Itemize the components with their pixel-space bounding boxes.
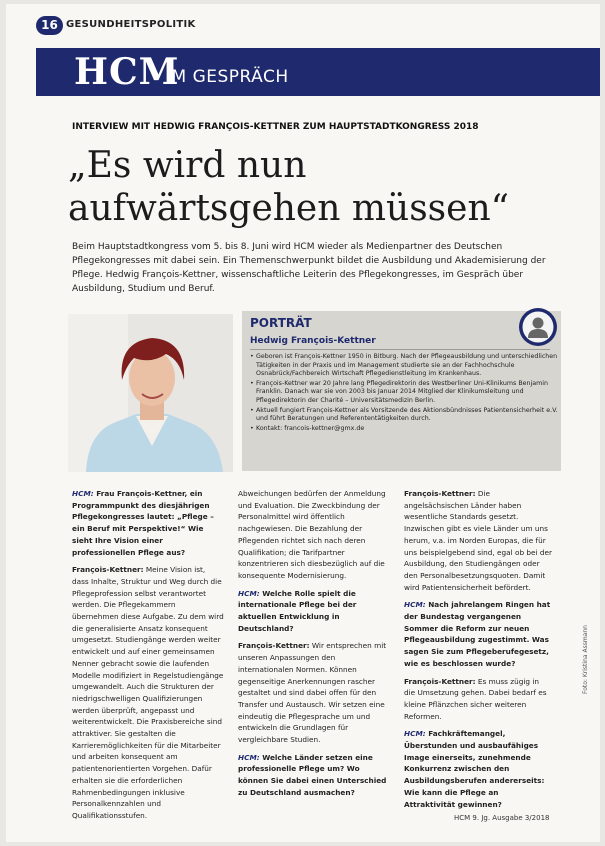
speaker-label: HCM: <box>404 600 426 610</box>
page-number: 16 <box>36 16 63 35</box>
photo-credit: Foto: Kristina Assmann <box>582 625 589 694</box>
speaker-label: HCM: <box>238 588 260 598</box>
portrait-photo <box>68 314 233 472</box>
text-column-1 <box>72 488 224 828</box>
article-kicker: INTERVIEW MIT HEDWIG FRANÇOIS-KETTNER ZUM HAUPTSTADTKONGRESS 2018 <box>72 122 479 132</box>
banner-brand: HCM <box>74 51 180 93</box>
speaker-label: François-Kettner: <box>238 641 310 651</box>
banner-subtitle: IM GESPRÄCH <box>166 67 289 87</box>
portrait-name: Hedwig François-Kettner <box>250 336 376 346</box>
section-label: GESUNDHEITSPOLITIK <box>66 19 196 30</box>
question-text: Frau François-Kettner, ein Programmpunkt des diesjährigen Pflegekongresses lautet: „Pflege – ein Beruf mit Perspektive!“ Wie sieht Ihre Vision einer professionellen Pflege aus? <box>72 489 214 557</box>
question-text: Welche Länder setzen eine professionelle Pflege um? Wo können Sie dabei einen Unterschied zu Deutschland ausmachen? <box>238 752 387 797</box>
interview-answer <box>72 564 224 821</box>
question-text: Welche Rolle spielt die internationale Pflege bei der aktuellen Entwicklung in Deutschland? <box>238 588 357 633</box>
article-lead: Beim Hauptstadtkongress vom 5. bis 8. Juni wird HCM wieder als Medienpartner des Deutschen Pflegekongresses mit dabei sein. Ein Themenschwerpunkt bildet die Ausbildung und Akademisierung der Pflege. Hedwig François-Kettner, wissenschaftliche Leiterin des Pflegekongresses, im Gespräch über Ausbildung, Studium und Beruf. <box>72 242 546 294</box>
portrait-bullets <box>250 353 558 434</box>
title-line-1: „Es wird nun <box>68 145 307 186</box>
answer-text: Es muss zügig in die Umsetzung gehen. Dabei bedarf es kleine Pflänzchen sicher weiteren Reformen. <box>404 676 547 721</box>
person-icon <box>518 307 558 347</box>
portrait-bullet: • Kontakt: francois-kettner@gmx.de <box>250 425 558 434</box>
speaker-label: François-Kettner: <box>404 676 476 686</box>
text-column-3 <box>404 488 552 816</box>
text-column-2 <box>238 488 390 805</box>
interview-answer <box>238 640 390 745</box>
interview-question <box>238 588 390 635</box>
question-text: Fachkräftemangel, Überstunden und ausbaufähiges Image einerseits, zunehmende Konkurrenz zwischen den Ausbildungsberufen andererseits: Wie kann die Pflege an Attraktivität gewinnen? <box>404 729 545 809</box>
speaker-label: François-Kettner: <box>404 489 476 498</box>
speaker-label: HCM: <box>238 752 260 762</box>
portrait-bullet: • Geboren ist François-Kettner 1950 in Bitburg. Nach der Pflegeausbildung und unterschiedlichen Tätigkeiten in der Praxis und im Management studierte sie an der Fachhochschule Osnabrück/Fachbereich Wirtschaft Pflegedienstleitung im Krankenhaus. <box>250 353 558 379</box>
answer-text: Die angelsächsischen Länder haben wesentliche Standards gesetzt. Inzwischen gibt es viele Länder um uns herum, v.a. im Norden Europas, die für uns beispielgebend sind, egal ob bei der Ausbildung, den Studiengängen oder den Personalbesetzungsquoten. Damit wird Patientensicherheit befördert. <box>404 489 552 592</box>
page-footer: HCM 9. Jg. Ausgabe 3/2018 <box>454 814 550 822</box>
article-title <box>68 144 548 230</box>
interview-question <box>72 488 224 558</box>
speaker-label: François-Kettner: <box>72 565 144 575</box>
answer-text: Abweichungen bedürfen der Anmeldung und Evaluation. Die Zweckbindung der Personalmittel wird öffentlich nachgewiesen. Die Bezahlung der Pflegenden richtet sich nach deren Qualifikation; die Tarifpartner konzentrieren sich diesbezüglich auf die konsequente Modernisierung. <box>238 489 386 580</box>
portrait-bullet: • François-Kettner war 20 Jahre lang Pflegedirektorin des Westberliner Uni-Klinikums Benjamin Franklin. Danach war sie von 2003 bis Januar 2014 Mitglied der Klinikumsleitung und Pflegedirektorin der Charité – Universitätsmedizin Berlin. <box>250 380 558 406</box>
portrait-divider <box>250 349 550 350</box>
hcm-banner <box>36 48 600 96</box>
title-line-2: aufwärtsgehen müssen“ <box>68 188 510 229</box>
speaker-label: HCM: <box>72 489 94 498</box>
portrait-bullet: • Aktuell fungiert François-Kettner als Vorsitzende des Aktionsbündnisses Patientensicherheit e.V. und führt Beratungen und Referententätigkeiten durch. <box>250 407 558 424</box>
interview-question <box>404 728 552 810</box>
answer-text: Meine Vision ist, dass Inhalte, Struktur und Weg durch die Pflegeprofession selbst verantwortet werden. Die Pflegekammern übernehmen diese Aufgabe. Zu dem wird die generalisierte Ansatz konsequent umgesetzt. Studiengänge werden weiter entwickelt und auf einer gemeinsamen Nenner gebracht sowie die laufenden Modelle modifiziert in Regelstudiengänge umgewandelt. Auch die Strukturen der niedrigschwelligen Qualifizierungen werden überprüft, angepasst und weiterentwickelt. Die Praxisbereiche sind attraktiver. Sie gestalten die Karrieremöglichkeiten für die Mitarbeiter und arbeiten konsequent am patientenorientierten Vorgehen. Dafür erhalten sie die erforderlichen Rahmenbedingungen inklusive Personalkennzahlen und Qualifikationsstufen. <box>72 565 224 820</box>
interview-question <box>238 752 390 799</box>
answer-text: Wir entsprechen mit unseren Anpassungen den internationalen Normen. Können gegenseitige Anerkennungen rascher gestaltet und sind dabei offen für den Transfer und Austausch. Wir setzen eine eindeutig die Pflegesprache um und entwickeln die Grundlagen für vergleichbare Studien. <box>238 641 387 745</box>
interview-question <box>404 599 552 669</box>
interview-answer <box>238 488 390 582</box>
portrait-infobox <box>242 311 561 471</box>
question-text: Nach jahrelangem Ringen hat der Bundestag vergangenen Sommer die Reform zur neuen Pflegeausbildung zugestimmt. Was sagen Sie zum Pflegeberufegesetz, wie es beschlossen wurde? <box>404 600 551 668</box>
portrait-heading: PORTRÄT <box>250 316 312 330</box>
interview-answer <box>404 676 552 723</box>
magazine-page <box>6 4 600 842</box>
interview-answer <box>404 488 552 593</box>
speaker-label: HCM: <box>404 729 426 739</box>
